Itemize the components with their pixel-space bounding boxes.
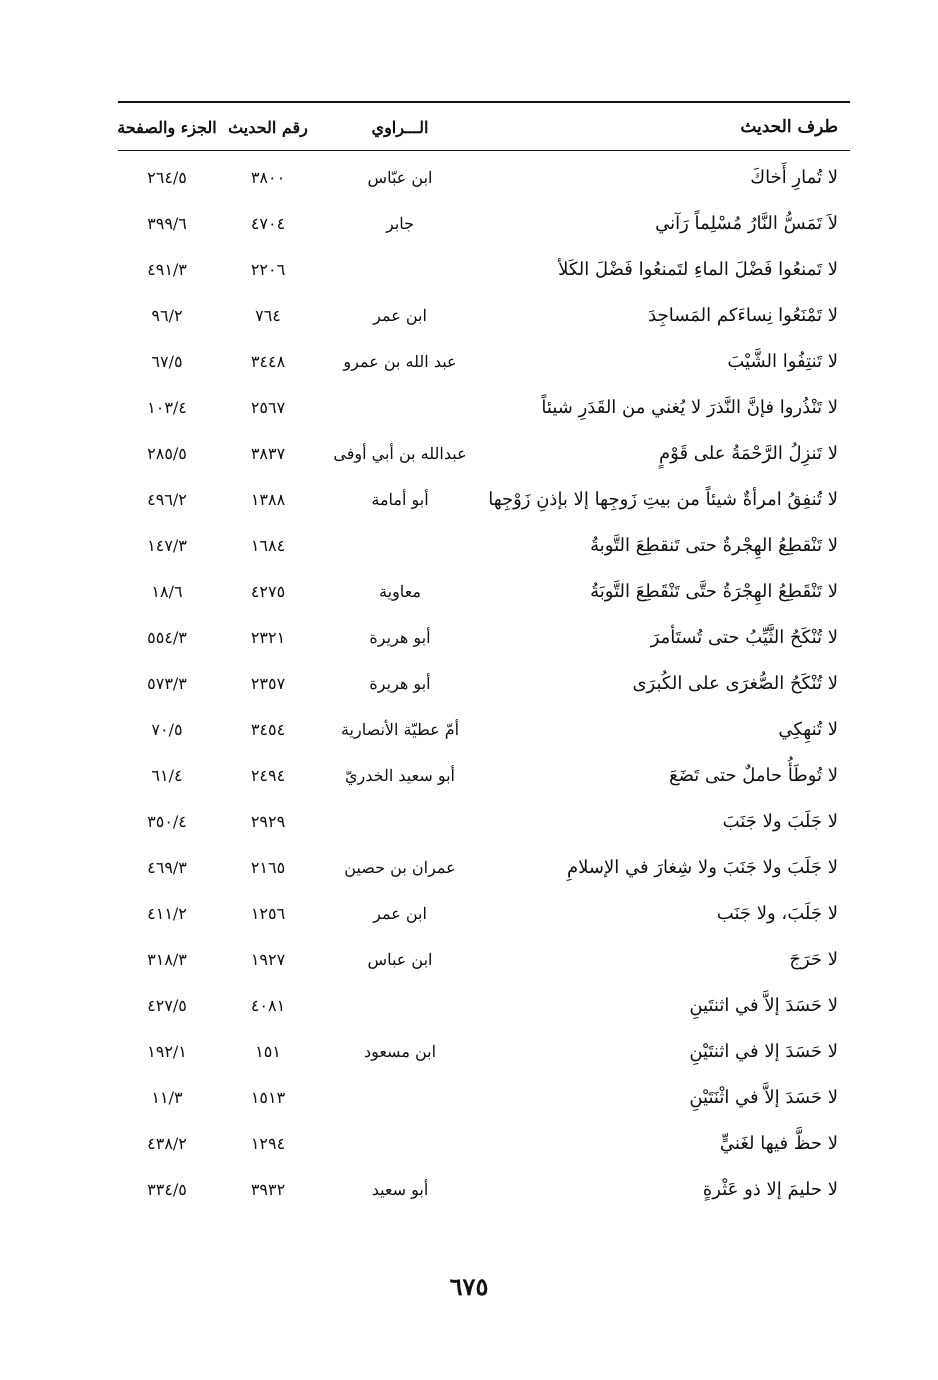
volume-page: ٢٦٤/٥ <box>147 167 187 187</box>
narrator: أبو أمامة <box>371 489 429 509</box>
volume-page: ١٠٣/٤ <box>147 397 187 417</box>
table-row <box>0 890 938 936</box>
hadith-text: لا تُنهِكِي <box>778 718 838 740</box>
hadith-number: ٣٩٣٢ <box>250 1179 286 1199</box>
hadith-number: ٢١٦٥ <box>250 857 286 877</box>
table-row <box>0 614 938 660</box>
hadith-number: ٣٨٣٧ <box>250 443 286 463</box>
narrator: أمّ عطيّة الأنصارية <box>340 719 460 739</box>
hadith-number: ٤٢٧٥ <box>250 581 286 601</box>
hadith-number: ٣٨٠٠ <box>250 167 286 187</box>
hadith-number: ٧٦٤ <box>255 305 281 325</box>
volume-page: ١١/٣ <box>151 1087 183 1107</box>
volume-page: ٣٣٤/٥ <box>147 1179 187 1199</box>
narrator: ابن عبّاس <box>367 167 433 187</box>
hadith-text: لا تَنْقَطِعُ الهِجْرَةُ حتَّى تَنْقَطِعَ التَّوبَةُ <box>590 580 838 602</box>
table-row <box>0 1120 938 1166</box>
top-rule <box>118 101 850 103</box>
narrator <box>330 522 470 568</box>
table-row <box>0 936 938 982</box>
volume-page: ٥٥٤/٣ <box>147 627 187 647</box>
hadith-number: ٢٥٦٧ <box>250 397 286 417</box>
hadith-number: ١٢٥٦ <box>250 903 286 923</box>
narrator: ابن عباس <box>367 949 433 969</box>
narrator: ابن مسعود <box>363 1041 437 1061</box>
table-row <box>0 338 938 384</box>
hadith-text: لا حَسَدَ إلاَّ في اثْنَتَيْنِ <box>689 1086 838 1108</box>
volume-page: ١٨/٦ <box>151 581 183 601</box>
table-row <box>0 200 938 246</box>
volume-page: ١٤٧/٣ <box>147 535 187 555</box>
narrator: عبد الله بن عمرو <box>343 351 457 371</box>
volume-page: ٩٦/٢ <box>151 305 183 325</box>
header-hadith: طرف الحديث <box>740 117 838 137</box>
hadith-text: لا حَرَجَ <box>789 948 838 970</box>
hadith-text: لا تَنتِفُوا الشَّيْبَ <box>727 350 838 372</box>
hadith-number: ١٥١٣ <box>250 1087 286 1107</box>
narrator <box>330 982 470 1028</box>
narrator: أبو سعيد الخدريّ <box>345 765 455 785</box>
narrator: ابن عمر <box>373 305 427 325</box>
volume-page: ٧٠/٥ <box>151 719 183 739</box>
hadith-number: ٢٩٢٩ <box>250 811 286 831</box>
narrator: أبو هريرة <box>369 673 431 693</box>
table-row <box>0 246 938 292</box>
table-row <box>0 430 938 476</box>
hadith-number: ١٥١ <box>255 1041 281 1061</box>
header-reference: الجزء والصفحة <box>117 117 217 137</box>
volume-page: ٢٨٥/٥ <box>147 443 187 463</box>
volume-page: ٤٦٩/٣ <box>147 857 187 877</box>
hadith-text: لا حليمَ إلا ذو عَثْرةٍ <box>702 1178 838 1200</box>
hadith-text: لا تَنْذُروا فإنَّ النَّذرَ لا يُغني من القَدَرِ شيئاً <box>541 396 838 418</box>
hadith-text: لا حَسَدَ إلا في اثنتَيْنِ <box>689 1040 838 1062</box>
hadith-text: لا حظَّ فيها لغَنيٍّ <box>719 1132 838 1154</box>
hadith-text: لا جَلَبَ ولا جَنَبَ ولا شِغارَ في الإسلامِ <box>566 856 838 878</box>
hadith-number: ٢٤٩٤ <box>250 765 286 785</box>
narrator <box>330 798 470 844</box>
table-row <box>0 706 938 752</box>
hadith-number: ٢٢٠٦ <box>250 259 286 279</box>
table-row <box>0 1028 938 1074</box>
hadith-text: لا تُنْكَحُ الثَّيِّبُ حتى تُستَأمرَ <box>650 626 838 648</box>
hadith-number: ٣٤٥٤ <box>250 719 286 739</box>
hadith-text: لا تَمنعُوا فَضْلَ الماءِ لتَمنعُوا فَضْلَ الكَلأ <box>558 258 838 280</box>
volume-page: ١٩٢/١ <box>147 1041 187 1061</box>
hadith-number: ٢٣٢١ <box>250 627 286 647</box>
header-narrator: الـــراوي <box>371 117 429 137</box>
volume-page: ٤٣٨/٢ <box>147 1133 187 1153</box>
narrator <box>330 1074 470 1120</box>
volume-page: ٣١٨/٣ <box>147 949 187 969</box>
volume-page: ٤٩٦/٢ <box>147 489 187 509</box>
narrator: ابن عمر <box>373 903 427 923</box>
hadith-text: لا تُنْكَحُ الصُّغرَى على الكُبرَى <box>632 672 838 694</box>
hadith-number: ١٣٨٨ <box>250 489 286 509</box>
table-row <box>0 476 938 522</box>
table-row <box>0 1074 938 1120</box>
table-row <box>0 660 938 706</box>
hadith-text: لا جَلَبَ ولا جَنَبَ <box>722 810 838 832</box>
hadith-number: ١٢٩٤ <box>250 1133 286 1153</box>
narrator: أبو هريرة <box>369 627 431 647</box>
hadith-text: لا تَنزِلُ الرَّحْمَةُ على قَوْمٍ <box>659 442 838 464</box>
narrator <box>330 246 470 292</box>
hadith-text: لا جَلَبَ، ولا جَنَب <box>716 902 838 924</box>
table-row <box>0 292 938 338</box>
narrator <box>330 1120 470 1166</box>
narrator: معاوية <box>379 581 421 601</box>
hadith-text: لا تُوطَأُ حاملٌ حتى تَضَعَ <box>669 764 838 786</box>
narrator: عبدالله بن أبي أوفى <box>333 443 467 463</box>
hadith-number: ١٩٢٧ <box>250 949 286 969</box>
volume-page: ٤٢٧/٥ <box>147 995 187 1015</box>
hadith-number: ١٦٨٤ <box>250 535 286 555</box>
hadith-number: ٤٧٠٤ <box>250 213 286 233</box>
table-row <box>0 844 938 890</box>
narrator: جابر <box>385 213 415 233</box>
volume-page: ٣٩٩/٦ <box>147 213 187 233</box>
volume-page: ٤١١/٢ <box>147 903 187 923</box>
table-row <box>0 798 938 844</box>
hadith-number: ٣٤٤٨ <box>250 351 286 371</box>
table-row <box>0 1166 938 1212</box>
volume-page: ٤٩١/٣ <box>147 259 187 279</box>
hadith-text: لا تَنْقطِعُ الهِجْرةُ حتى تَنقطِعَ التَّوبةُ <box>590 534 838 556</box>
narrator: عمران بن حصين <box>344 857 456 877</box>
table-row <box>0 982 938 1028</box>
hadith-text: لا تَمْنَعُوا نِساءَكم المَساجِدَ <box>648 304 838 326</box>
volume-page: ٦٧/٥ <box>151 351 183 371</box>
table-row <box>0 752 938 798</box>
header-rule <box>118 150 850 151</box>
table-row <box>0 154 938 200</box>
table-row <box>0 568 938 614</box>
hadith-number: ٤٠٨١ <box>250 995 286 1015</box>
table-row <box>0 522 938 568</box>
hadith-text: لا حَسَدَ إلاَّ في اثنتَينِ <box>689 994 838 1016</box>
narrator: أبو سعيد <box>371 1179 429 1199</box>
table-row <box>0 384 938 430</box>
volume-page: ٦١/٤ <box>151 765 183 785</box>
hadith-text: لا تُنفِقُ امرأةٌ شيئاً من بيتِ زَوجِها إلا بإذنِ زَوْجِها <box>488 488 838 510</box>
header-number: رقم الحديث <box>228 117 308 137</box>
table-header <box>0 107 938 147</box>
volume-page: ٥٧٣/٣ <box>147 673 187 693</box>
hadith-number: ٢٣٥٧ <box>250 673 286 693</box>
page-number: ٦٧٥ <box>449 1272 489 1301</box>
narrator <box>330 384 470 430</box>
hadith-text: لاَ تَمَسُّ النَّارُ مُسْلِماً رَآني <box>655 212 838 234</box>
volume-page: ٣٥٠/٤ <box>147 811 187 831</box>
hadith-text: لا تُمارِ أَخاكَ <box>750 166 838 188</box>
